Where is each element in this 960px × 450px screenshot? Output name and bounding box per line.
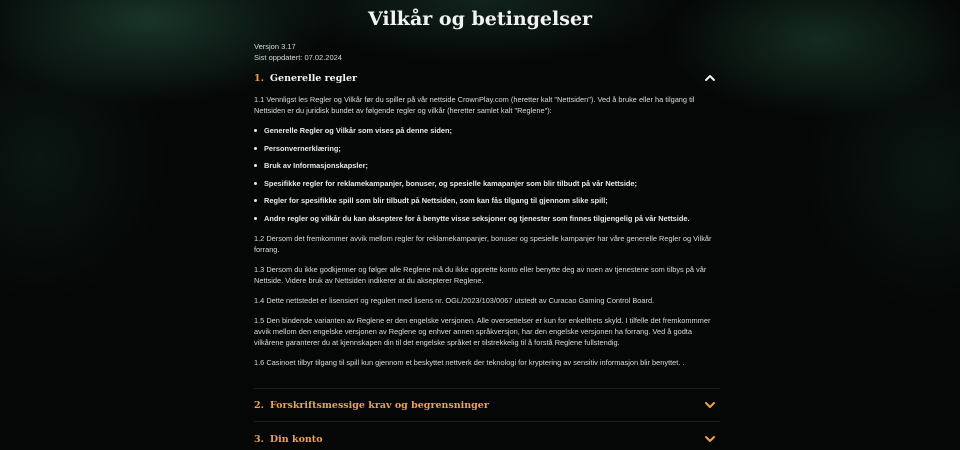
list-item: Bruk av Informasjonskapsler; <box>254 160 720 171</box>
chevron-up-icon[interactable] <box>704 72 716 84</box>
section-number: 2. <box>254 399 264 411</box>
paragraph-1-6: 1.6 Casinoet tilbyr tilgang til spill kun gjennom et beskyttet nettverk der teknologi for kryptering av sensitiv informasjon blir benyttet. . <box>254 357 685 367</box>
page-title: Vilkår og betingelser <box>367 8 593 30</box>
section-number: 1. <box>254 72 264 84</box>
section-number: 3. <box>254 433 264 445</box>
list-item: Regler for spesifikke spill som blir tilbudt på Nettsiden, som kan fås tilgang til gjennom slike spill; <box>254 195 720 206</box>
list-item: Personvernerklæring; <box>254 143 720 154</box>
section-content-general-rules <box>254 94 720 377</box>
section-title: Din konto <box>269 433 323 445</box>
updated-label: Sist oppdatert: 07.02.2024 <box>254 53 342 62</box>
chevron-down-icon[interactable] <box>704 433 716 445</box>
paragraph-1-5: 1.5 Den bindende varianten av Reglene er den engelske versjonen. Alle oversettelser er kun for enkelthets skyld. I tilfelle det fremkommmer avvik mellom den engelske versjonen av Reglene og enhver annen språkversjon, har den engelske versjonen ha forrang. Ved å godta vilkårene garanterer du at kjennskapen din til det engelske språket er tilstrekkelig til å forstå Reglene fullstendig. <box>254 315 711 347</box>
section-title: Forskriftsmessige krav og begrensninger <box>269 399 489 411</box>
list-item: Spesifikke regler for reklamekampanjer, bonuser, og spesielle kamapanjer som blir tilbudt på vår Nettside; <box>254 178 720 189</box>
paragraph-1-3: 1.3 Dersom du ikke godkjenner og følger alle Reglene må du ikke opprette konto eller benytte deg av noen av tjenestene som tilbys på vår Nettside. Videre bruk av Nettsiden indikerer at du aksepterer Reglene. <box>254 264 707 285</box>
accordion-header-general-rules[interactable] <box>254 70 716 86</box>
accordion-header-your-account[interactable] <box>254 431 716 447</box>
list-item: Andre regler og vilkår du kan akseptere for å benytte visse seksjoner og tjenester som finnes tilgjengelig på vår Nettside. <box>254 213 720 224</box>
divider <box>254 388 720 389</box>
list-item: Generelle Regler og Vilkår som vises på denne siden; <box>254 125 720 136</box>
paragraph-1-4: 1.4 Dette nettstedet er lisensiert og regulert med lisens nr. OGL/2023/103/0067 utstedt av Curacao Gaming Control Board. <box>254 295 655 305</box>
version-info <box>254 41 342 63</box>
accordion-header-regulatory-requirements[interactable] <box>254 397 716 413</box>
chevron-down-icon[interactable] <box>704 399 716 411</box>
paragraph-1-2: 1.2 Dersom det fremkommer avvik mellom regler for reklamekampanjer, bonuser og spesielle kampanjer har våre generelle Regler og Vilkår forrang. <box>254 233 712 254</box>
version-label: Versjon 3.17 <box>254 42 296 51</box>
divider <box>254 421 720 422</box>
rules-list <box>254 125 720 224</box>
section-title: Generelle regler <box>269 72 357 84</box>
paragraph-1-1: 1.1 Vennligst les Regler og Vilkår før du spiller på vår nettside CrownPlay.com (heretter kalt "Nettsiden"). Ved å bruke eller ha tilgang til Nettsiden er du juridisk bundet av følgende regler og vilkår (heretter samlet kalt "Reglene"): <box>254 95 695 115</box>
